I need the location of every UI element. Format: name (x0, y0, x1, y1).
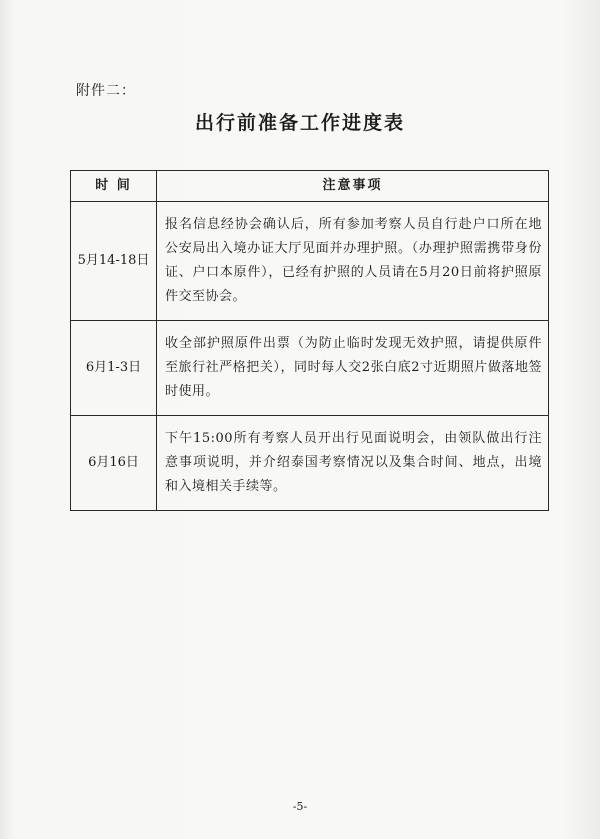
document-title: 出行前准备工作进度表 (194, 112, 405, 134)
table-row (71, 416, 549, 511)
table-row (71, 321, 549, 416)
attachment-label: 附件二： (76, 83, 136, 99)
row-notes: 下午15:00所有考察人员开出行见面说明会，由领队做出行注意事项说明，并介绍泰国考察情况以及集合时间、地点，出境和入境相关手续等。 (157, 416, 549, 511)
row-time: 6月16日 (71, 416, 157, 511)
column-header-notes: 注意事项 (157, 171, 549, 202)
page-number: -5- (292, 800, 308, 813)
column-header-time: 时 间 (71, 171, 157, 202)
schedule-table (70, 170, 549, 511)
table-header-row (71, 171, 549, 202)
row-time: 5月14-18日 (71, 202, 157, 321)
row-notes: 报名信息经协会确认后，所有参加考察人员自行赴户口所在地公安局出入境办证大厅见面并办理护照。（办理护照需携带身份证、户口本原件），已经有护照的人员请在5月20日前将护照原件交至协会。 (157, 202, 549, 321)
row-time: 6月1-3日 (71, 321, 157, 416)
row-notes: 收全部护照原件出票（为防止临时发现无效护照，请提供原件至旅行社严格把关），同时每人交2张白底2寸近期照片做落地签时使用。 (157, 321, 549, 416)
table-row (71, 202, 549, 321)
